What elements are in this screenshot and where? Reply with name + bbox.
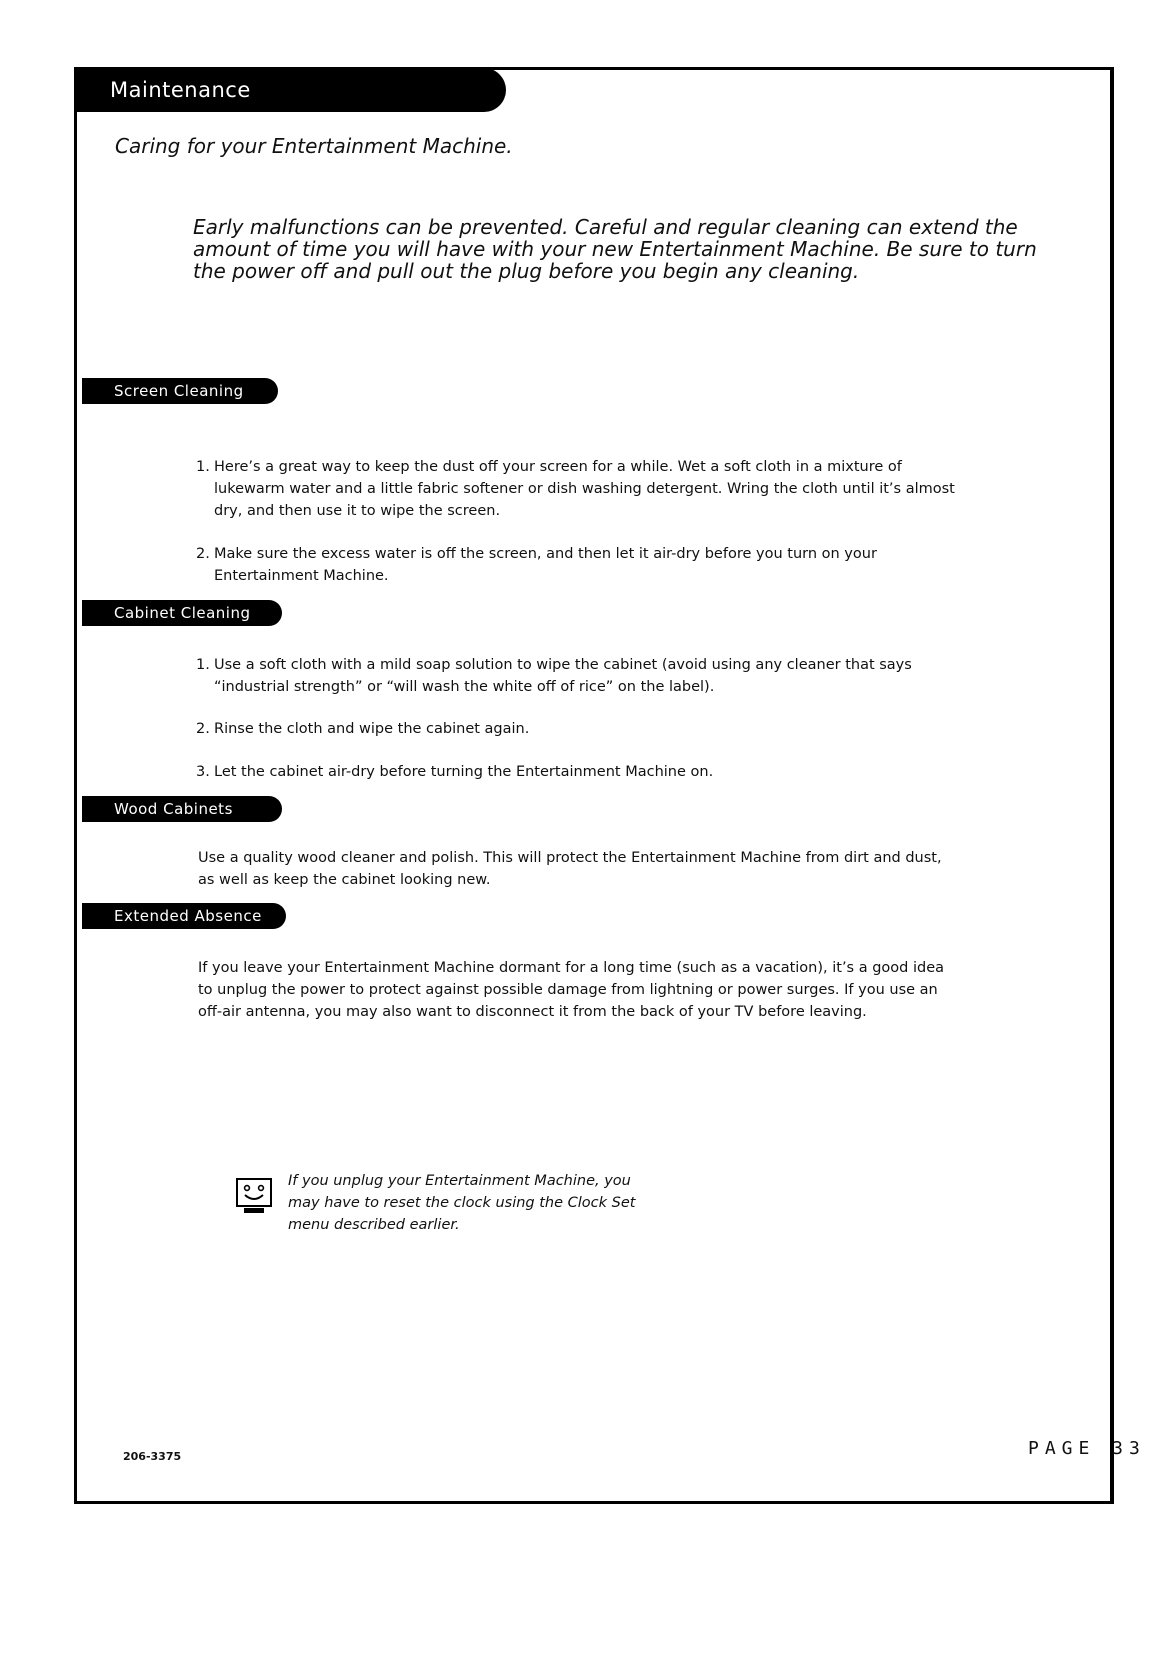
document-code: 206-3375 xyxy=(123,1450,182,1463)
page-title: Maintenance xyxy=(74,68,506,112)
intro-paragraph: Early malfunctions can be prevented. Careful and regular cleaning can extend the amount of time you will have with your new Entertainment Machine. Be sure to turn the power off and pull out the plug before you begin any cleaning. xyxy=(193,215,1037,283)
list-item xyxy=(196,654,956,698)
list-item-text: Make sure the excess water is off the screen, and then let it air-dry before you turn on your Entertainment Machine. xyxy=(214,546,877,584)
section-heading-screen-cleaning: Screen Cleaning xyxy=(82,378,278,404)
list-item xyxy=(196,718,956,740)
extended-absence-text: If you leave your Entertainment Machine dormant for a long time (such as a vacation), it’s a good idea to unplug the power to protect against possible damage from lightning or power surges. If you use an off-air antenna, you may also want to disconnect it from the back of your TV before leaving. xyxy=(198,960,945,1020)
list-item-text: Here’s a great way to keep the dust off your screen for a while. Wet a soft cloth in a mixture of lukewarm water and a little fabric softener or dish washing detergent. Wring the cloth until it’s almost dry, and then use it to wipe the screen. xyxy=(214,459,955,519)
list-item-text: Let the cabinet air-dry before turning the Entertainment Machine on. xyxy=(214,764,714,780)
list-item-text: Rinse the cloth and wipe the cabinet again. xyxy=(214,721,530,737)
page-subtitle: Caring for your Entertainment Machine. xyxy=(115,134,513,158)
section-heading-cabinet-cleaning: Cabinet Cleaning xyxy=(82,600,282,626)
list-item-text: Use a soft cloth with a mild soap solution to wipe the cabinet (avoid using any cleaner that says “industrial strength” or “will wash the white off of rice” on the label). xyxy=(214,657,912,695)
list-item-number: 1. xyxy=(196,459,210,475)
list-item-number: 1. xyxy=(196,657,210,673)
clock-reset-note: If you unplug your Entertainment Machine, you may have to reset the clock using the Clock Set menu described earlier. xyxy=(288,1173,636,1233)
section-heading-wood-cabinets: Wood Cabinets xyxy=(82,796,282,822)
page-number: PAGE 33 xyxy=(1028,1438,1146,1459)
list-item xyxy=(196,761,956,783)
list-item xyxy=(196,456,956,522)
list-item-number: 2. xyxy=(196,546,210,562)
section-heading-extended-absence: Extended Absence xyxy=(82,903,286,929)
list-item xyxy=(196,543,956,587)
list-item-number: 2. xyxy=(196,721,210,737)
list-item-number: 3. xyxy=(196,764,210,780)
tv-smiley-icon xyxy=(235,1177,273,1215)
wood-cabinets-text: Use a quality wood cleaner and polish. This will protect the Entertainment Machine from dirt and dust, as well as keep the cabinet looking new. xyxy=(198,850,942,888)
